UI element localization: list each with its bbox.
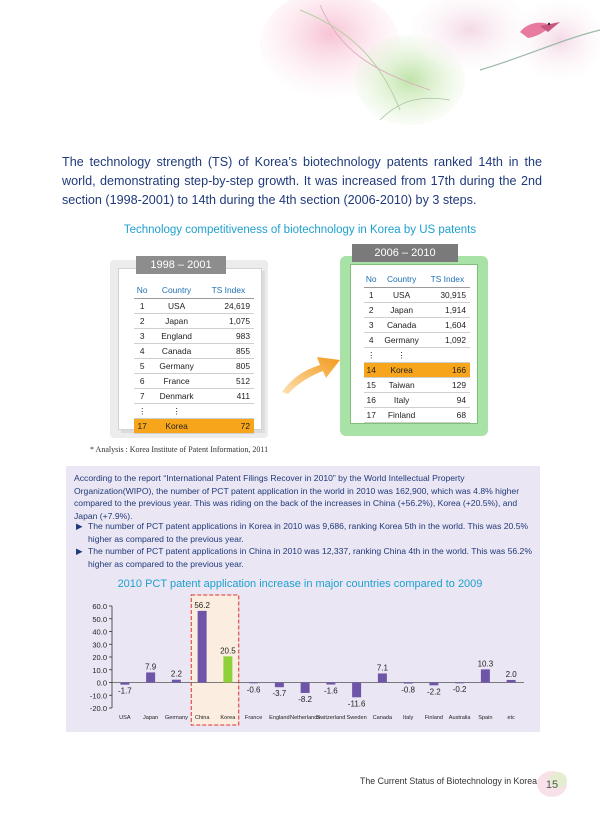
ts-index-cell: 1,914 [425,302,470,317]
rank-cell: 4 [364,332,378,347]
table-row [364,362,470,377]
data-label: 2.0 [505,669,517,679]
intro-paragraph: The technology strength (TS) of Korea’s biotechnology patents ranked 14th in the world, demonstrating step-by-step growth. It was increased from 17th during the 2nd section (1998-2001) to 14th during the 4th section (2006-2010) by 3 steps. [62,155,542,207]
ts-index-cell: 983 [203,328,254,343]
ts-index-cell: 855 [203,343,254,358]
ts-index-cell: 72 [203,418,254,433]
table-section-title: Technology competitiveness of biotechnology in Korea by US patents [123,224,477,236]
data-label: -2.2 [426,687,441,697]
chart-title: 2010 PCT patent application increase in major countries compared to 2009 [117,578,483,590]
data-label: -0.6 [246,685,261,695]
country-cell: Taiwan [378,377,424,392]
country-cell: Denmark [150,388,203,403]
x-tick-label: Switzerland [316,715,346,721]
x-tick-label: Sweden [346,715,367,721]
data-label: 56.2 [194,600,210,610]
ts-index-cell: 68 [425,407,470,422]
bar-australia [455,683,464,684]
country-cell: Finland [378,407,424,422]
country-cell: Italy [378,392,424,407]
country-cell: Canada [150,343,203,358]
table-row [364,377,470,392]
table-header: TS Index [425,272,470,287]
rank-cell: ⋮ [364,347,378,362]
rank-cell: 17 [134,418,150,433]
footer-title: The Current Status of Biotechnology in Korea [360,776,538,786]
country-cell: France [150,373,203,388]
x-tick-label: Italy [402,715,414,721]
data-label: -3.7 [272,689,287,699]
x-tick-label: Japan [143,715,159,721]
x-tick-label: Spain [478,715,493,721]
ts-index-cell [425,347,470,362]
x-tick-label: etc [507,715,515,721]
bullet-marker-icon: ▶ [76,546,83,556]
table-row [134,403,254,418]
source-note: * Analysis : Korea Institute of Patent Information, 2011 [90,445,269,454]
country-cell: Germany [378,332,424,347]
y-tick-label: 30.0 [92,640,107,650]
bar-canada [378,673,387,682]
rank-cell: 1 [364,287,378,302]
y-tick-label: 0.0 [96,678,107,688]
x-tick-label: Finland [424,715,444,721]
ts-index-cell: 1,092 [425,332,470,347]
ts-index-cell: 805 [203,358,254,373]
table-row [364,287,470,302]
x-tick-label: Germany [164,715,188,721]
rank-cell: ⋮ [134,403,150,418]
rank-cell: 2 [134,313,150,328]
y-tick-label: -10.0 [89,691,107,701]
country-cell: Korea [378,362,424,377]
bar-usa [120,683,129,685]
bar-germany [172,680,181,683]
bar-china [198,611,207,683]
y-tick-label: 10.0 [92,665,107,675]
bullet-korea [76,520,532,545]
x-tick-label: Canada [372,715,393,721]
country-cell: Korea [150,418,203,433]
data-label: 2.2 [170,669,182,679]
ts-index-cell: 24,619 [203,298,254,313]
country-cell: Canada [378,317,424,332]
table-header: TS Index [203,283,254,298]
x-tick-label: Korea [220,715,236,721]
ts-index-cell: 1,075 [203,313,254,328]
rank-cell: 6 [134,373,150,388]
country-cell: USA [378,287,424,302]
rank-cell: 3 [364,317,378,332]
left-period-tab: 1998 – 2001 [136,256,226,274]
right-ts-table [364,272,470,423]
bar-sweden [352,683,361,698]
ts-index-cell: 1,604 [425,317,470,332]
x-tick-label: England [269,715,290,721]
ts-index-cell [203,403,254,418]
pct-bar-chart [76,594,528,726]
bar-england [275,683,284,688]
ts-index-cell: 411 [203,388,254,403]
rank-cell: 7 [134,388,150,403]
rank-cell: 16 [364,392,378,407]
table-row [134,298,254,313]
ts-index-cell: 30,915 [425,287,470,302]
table-row [134,328,254,343]
wipo-paragraph: According to the report “International Patent Filings Recover in 2010” by the World Intellectual Property Organization(WIPO), the number of PCT patent application in the world in 2010 was 162,900, which was 4.8% higher compared to the previous year. This was riding on the back of the increases in China (+56.2%), Korea (+20.5%), and Japan (+7.9%). [74,473,520,521]
country-cell: USA [150,298,203,313]
rank-cell: 14 [364,362,378,377]
x-tick-label: Netherlands [290,715,321,721]
table-row [364,392,470,407]
x-tick-label: China [194,715,210,721]
data-label: -0.8 [401,685,416,695]
rank-cell: 1 [134,298,150,313]
left-ts-table [134,283,254,434]
y-tick-label: 50.0 [92,614,107,624]
country-cell: England [150,328,203,343]
bar-finland [429,683,438,686]
data-label: -8.2 [298,694,313,704]
page-number-badge [536,770,568,798]
data-label: 10.3 [477,659,494,669]
rank-cell: 2 [364,302,378,317]
y-tick-label: 20.0 [92,653,107,662]
country-cell: ⋮ [378,347,424,362]
y-tick-label: 40.0 [92,627,107,637]
right-period-tab: 2006 – 2010 [352,244,458,262]
y-tick-label: 60.0 [92,602,107,611]
x-tick-label: France [244,715,263,721]
ts-index-cell: 94 [425,392,470,407]
country-cell: Germany [150,358,203,373]
table-row [364,302,470,317]
ts-index-cell: 129 [425,377,470,392]
bar-italy [404,683,413,684]
country-cell: Japan [378,302,424,317]
watercolor-decoration [0,0,600,150]
table-row [134,373,254,388]
table-row [134,388,254,403]
bar-japan [146,672,155,682]
bullet-china [76,545,532,570]
country-cell: Japan [150,313,203,328]
rank-cell: 15 [364,377,378,392]
data-label: 7.9 [145,662,157,672]
arrow-right-icon [280,348,342,394]
table-header: Country [378,272,424,287]
bullet-text: The number of PCT patent applications in Korea in 2010 was 9,686, ranking Korea 5th in the world. This was 20.5% higher as compared to the previous year. [88,521,529,544]
data-label: -1.6 [323,686,338,696]
data-label: 20.5 [220,646,236,656]
y-tick-label: -20.0 [89,704,107,713]
ts-index-cell: 166 [425,362,470,377]
bar-etc [507,680,516,683]
data-label: 7.1 [376,663,388,673]
rank-cell: 17 [364,407,378,422]
bar-korea [223,656,232,682]
table-row [134,418,254,433]
table-row [364,317,470,332]
page-number: 15 [545,779,559,791]
bar-france [249,683,258,684]
data-label: -1.7 [117,686,132,696]
x-tick-label: Australia [448,715,471,721]
country-cell: ⋮ [150,403,203,418]
bar-switzerland [326,683,335,685]
table-header: No [364,272,378,287]
table-header: No [134,283,150,298]
table-row [364,407,470,422]
table-row [134,358,254,373]
rank-cell: 4 [134,343,150,358]
x-tick-label: USA [119,715,131,721]
table-row [134,343,254,358]
data-label: -0.2 [452,684,467,694]
ts-index-cell: 512 [203,373,254,388]
bullet-marker-icon: ▶ [76,521,83,531]
rank-cell: 3 [134,328,150,343]
data-label: -11.6 [347,699,366,709]
rank-cell: 5 [134,358,150,373]
bar-spain [481,669,490,682]
table-header: Country [150,283,203,298]
table-row [364,347,470,362]
table-row [364,332,470,347]
bar-netherlands [301,683,310,693]
table-row [134,313,254,328]
bullet-text: The number of PCT patent applications in China in 2010 was 12,337, ranking China 4th in the world. This was 56.2% higher as compared to the previous year. [88,546,532,569]
